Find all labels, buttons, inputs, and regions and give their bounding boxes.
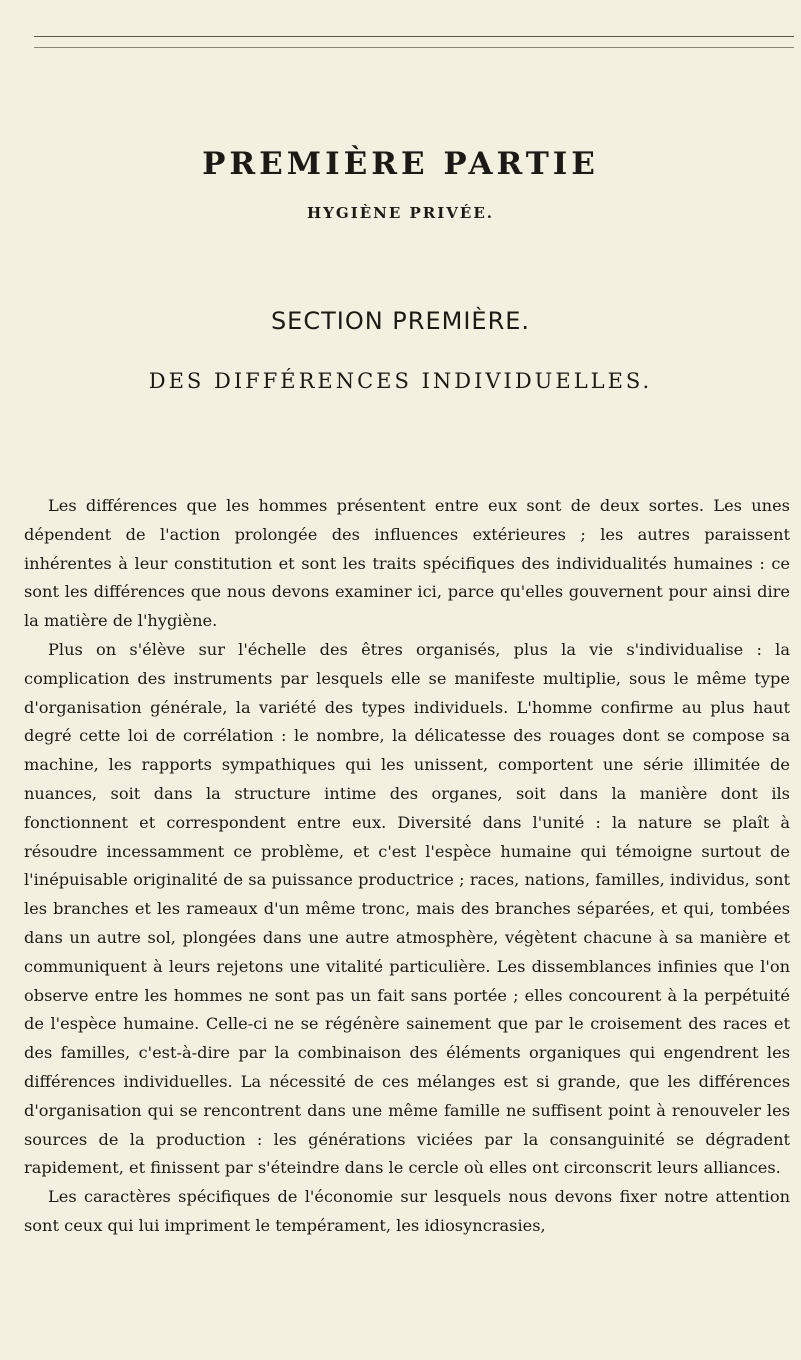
- top-rule: [34, 36, 794, 37]
- part-title: PREMIÈRE PARTIE: [202, 146, 599, 182]
- paragraph-2: Plus on s'élève sur l'échelle des êtres organisés, plus la vie s'individualise : la complication des instruments par lesquels elle se manifeste multiplie, sous le même type d'organisation générale, la variété des types individuels. L'homme confirme au plus haut degré cette loi de corrélation : le nombre, la délicatesse des rouages dont se compose sa machine, les rapports sympathiques qui les unissent, comportent une série illimitée de nuances, soit dans la structure intime des organes, soit dans la manière dont ils fonctionnent et correspondent entre eux. Diversité dans l'unité : la nature se plaît à résoudre incessamment ce problème, et c'est l'espèce humaine qui témoigne surtout de l'inépuisable originalité de sa puissance productrice ; races, nations, familles, individus, sont les branches et les rameaux d'un même tronc, mais des branches séparées, et qui, tombées dans un autre sol, plongées dans une autre atmosphère, végètent chacune à sa manière et communiquent à leurs rejetons une vitalité particulière. Les dissemblances infinies que l'on observe entre les hommes ne sont pas un fait sans portée ; elles concourent à la perpétuité de l'espèce humaine. Celle-ci ne se régénère sainement que par le croisement des races et des familles, c'est-à-dire par la combinaison des éléments organiques qui engendrent les différences individuelles. La nécessité de ces mélanges est si grande, que les différences d'organisation qui se rencontrent dans une même famille ne suffisent point à renouveler les sources de la production : les générations viciées par la consanguinité se dégradent rapidement, et finissent par s'éteindre dans le cercle où elles ont circonscrit leurs alliances.: [24, 639, 790, 1178]
- paragraph-1: Les différences que les hommes présentent entre eux sont de deux sortes. Les unes dépendent de l'action prolongée des influences extérieures ; les autres paraissent inhérentes à leur constitution et sont les traits spécifiques des individualités humaines : ce sont les différences que nous devons examiner ici, parce qu'elles gouvernent pour ainsi dire la matière de l'hygiène.: [24, 496, 790, 631]
- paragraph-3: Les caractères spécifiques de l'économie sur lesquels nous devons fixer notre attention sont ceux qui lui impriment le tempérament, les idiosyncrasies,: [24, 1187, 790, 1235]
- section-subtitle: DES DIFFÉRENCES INDIVIDUELLES.: [148, 369, 653, 393]
- body-text: [24, 492, 790, 1241]
- section-title: SECTION PREMIÈRE.: [270, 307, 531, 335]
- part-subtitle: HYGIÈNE PRIVÉE.: [307, 204, 494, 222]
- top-rule-secondary: [34, 47, 794, 48]
